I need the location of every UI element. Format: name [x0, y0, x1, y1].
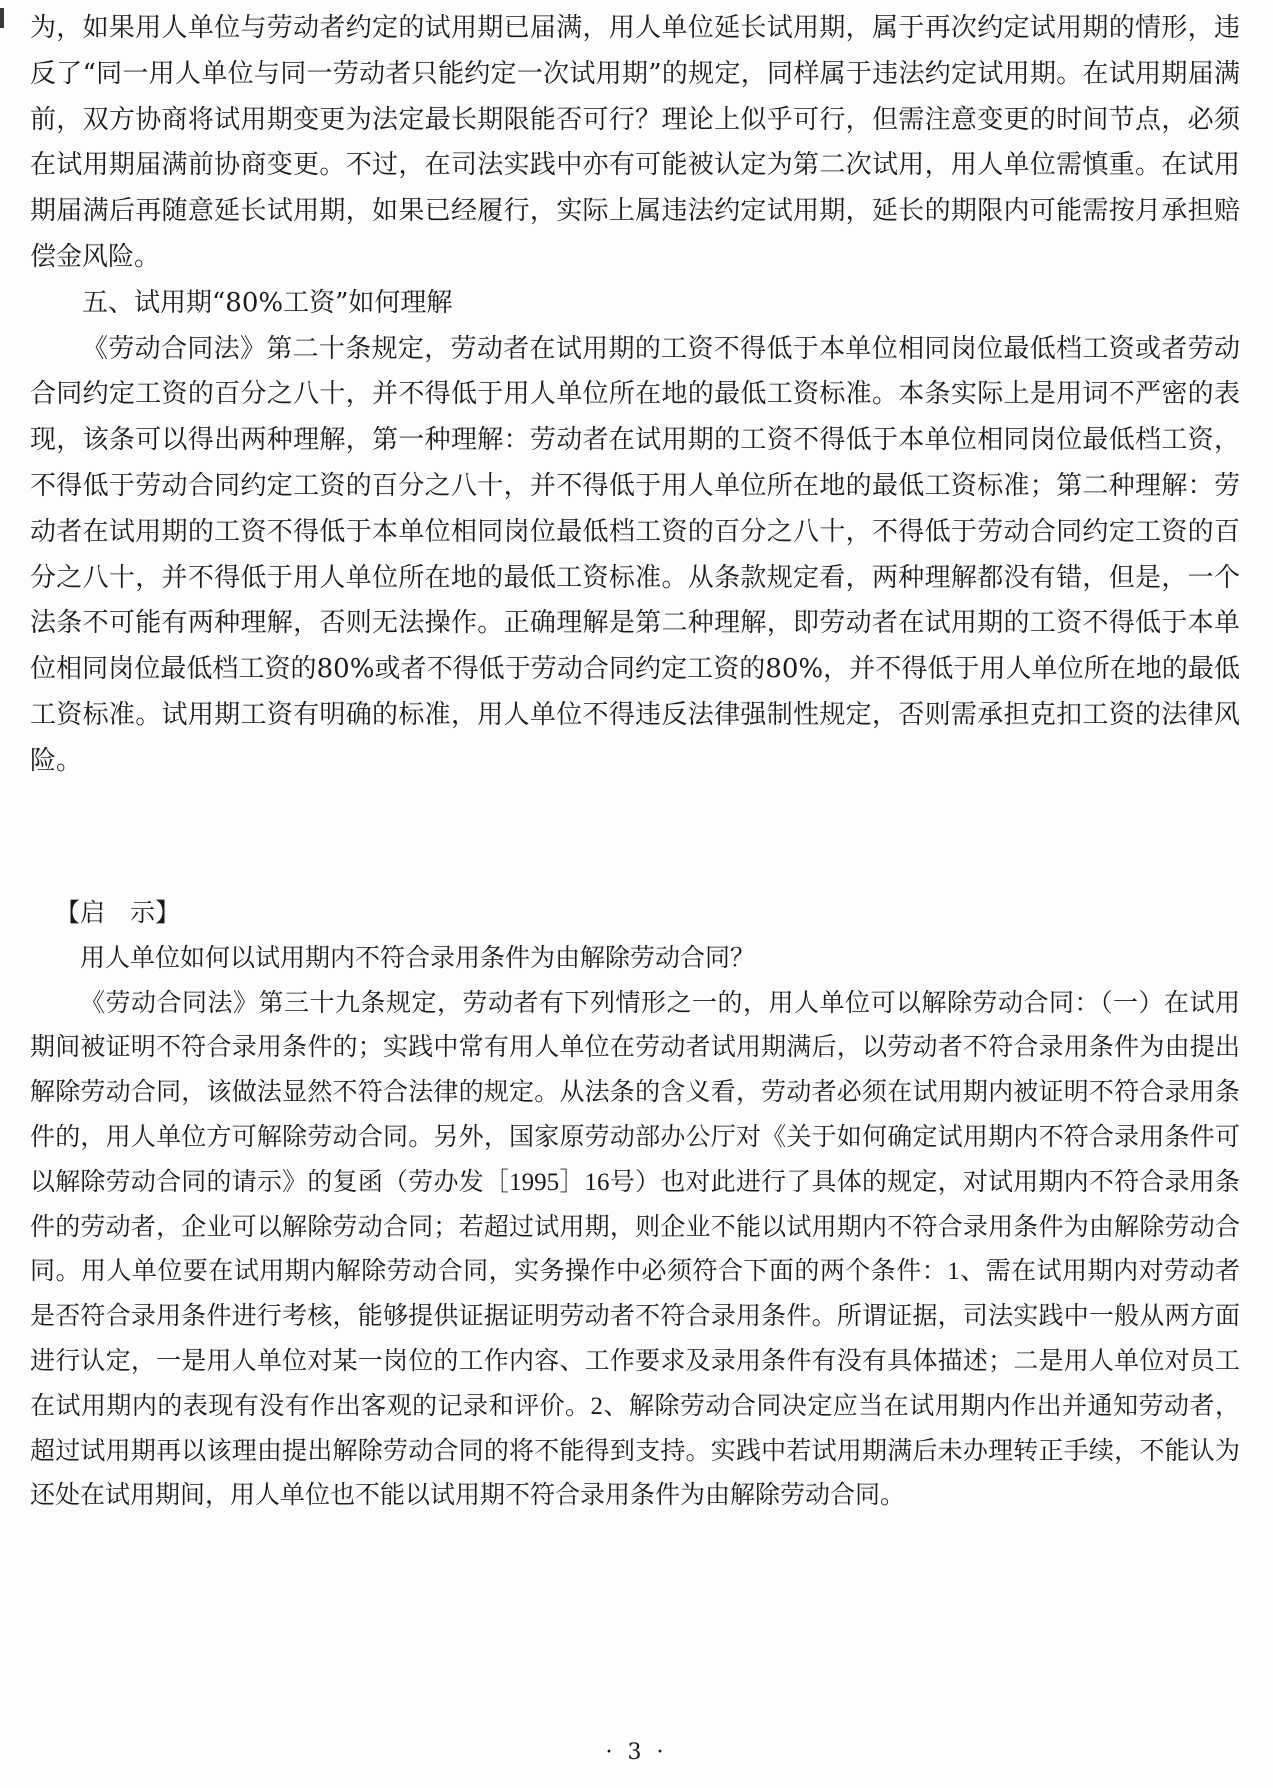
paragraph-80-percent-wage: 《劳动合同法》第二十条规定，劳动者在试用期的工资不得低于本单位相同岗位最低档工资或者劳动合同约定工资的百分之八十，并不得低于用人单位所在地的最低工资标准。本条实际上是用词不严密的表现，该条可以得出两种理解，第一种理解：劳动者在试用期的工资不得低于本单位相同岗位最低档工资，不得低于劳动合同约定工资的百分之八十，并不得低于用人单位所在地的最低工资标准；第二种理解：劳动者在试用期的工资不得低于本单位相同岗位最低档工资的百分之八十，不得低于劳动合同约定工资的百分之八十，并不得低于用人单位所在地的最低工资标准。从条款规定看，两种理解都没有错，但是，一个法条不可能有两种理解，否则无法操作。正确理解是第二种理解，即劳动者在试用期的工资不得低于本单位相同岗位最低档工资的80%或者不得低于劳动合同约定工资的80%，并不得低于用人单位所在地的最低工资标准。试用期工资有明确的标准，用人单位不得违反法律强制性规定，否则需承担克扣工资的法律风险。: [30, 333, 1240, 776]
page-number: · 3 ·: [605, 1740, 668, 1765]
scan-edge-mark: [0, 8, 4, 28]
section-heading-enlightenment: 【启 示】: [55, 900, 181, 927]
lower-text-block: [30, 892, 1240, 1519]
upper-text-block: [30, 6, 1240, 785]
question-line: 用人单位如何以试用期内不符合录用条件为由解除劳动合同？: [80, 944, 756, 972]
continued-paragraph: 为，如果用人单位与劳动者约定的试用期已届满，用人单位延长试用期，属于再次约定试用期的情形，违反了“同一用人单位与同一劳动者只能约定一次试用期”的规定，同样属于违法约定试用期。在试用期届满前，双方协商将试用期变更为法定最长期限能否可行？理论上似乎可行，但需注意变更的时间节点，必须在试用期届满前协商变更。不过，在司法实践中亦有可能被认定为第二次试用，用人单位需慎重。在试用期届满后再随意延长试用期，如果已经履行，实际上属违法约定试用期，延长的期限内可能需按月承担赔偿金风险。: [30, 13, 1240, 272]
section-heading-5: 五、试用期“80%工资”如何理解: [82, 287, 453, 318]
paragraph-dismissal-during-probation: 《劳动合同法》第三十九条规定，劳动者有下列情形之一的，用人单位可以解除劳动合同：（一）在试用期间被证明不符合录用条件的；实践中常有用人单位在劳动者试用期满后，以劳动者不符合录用条件为由提出解除劳动合同，该做法显然不符合法律的规定。从法条的含义看，劳动者必须在试用期内被证明不符合录用条件的，用人单位方可解除劳动合同。另外，国家原劳动部办公厅对《关于如何确定试用期内不符合录用条件可以解除劳动合同的请示》的复函（劳办发［1995］16号）也对此进行了具体的规定，对试用期内不符合录用条件的劳动者，企业可以解除劳动合同；若超过试用期，则企业不能以试用期内不符合录用条件为由解除劳动合同。用人单位要在试用期内解除劳动合同，实务操作中必须符合下面的两个条件：1、需在试用期内对劳动者是否符合录用条件进行考核，能够提供证据证明劳动者不符合录用条件。所谓证据，司法实践中一般从两方面进行认定，一是用人单位对某一岗位的工作内容、工作要求及录用条件有没有具体描述；二是用人单位对员工在试用期内的表现有没有作出客观的记录和评价。2、解除劳动合同决定应当在试用期内作出并通知劳动者，超过试用期再以该理由提出解除劳动合同的将不能得到支持。实践中若试用期满后未办理转正手续，不能认为还处在试用期间，用人单位也不能以试用期不符合录用条件为由解除劳动合同。: [30, 989, 1240, 1510]
